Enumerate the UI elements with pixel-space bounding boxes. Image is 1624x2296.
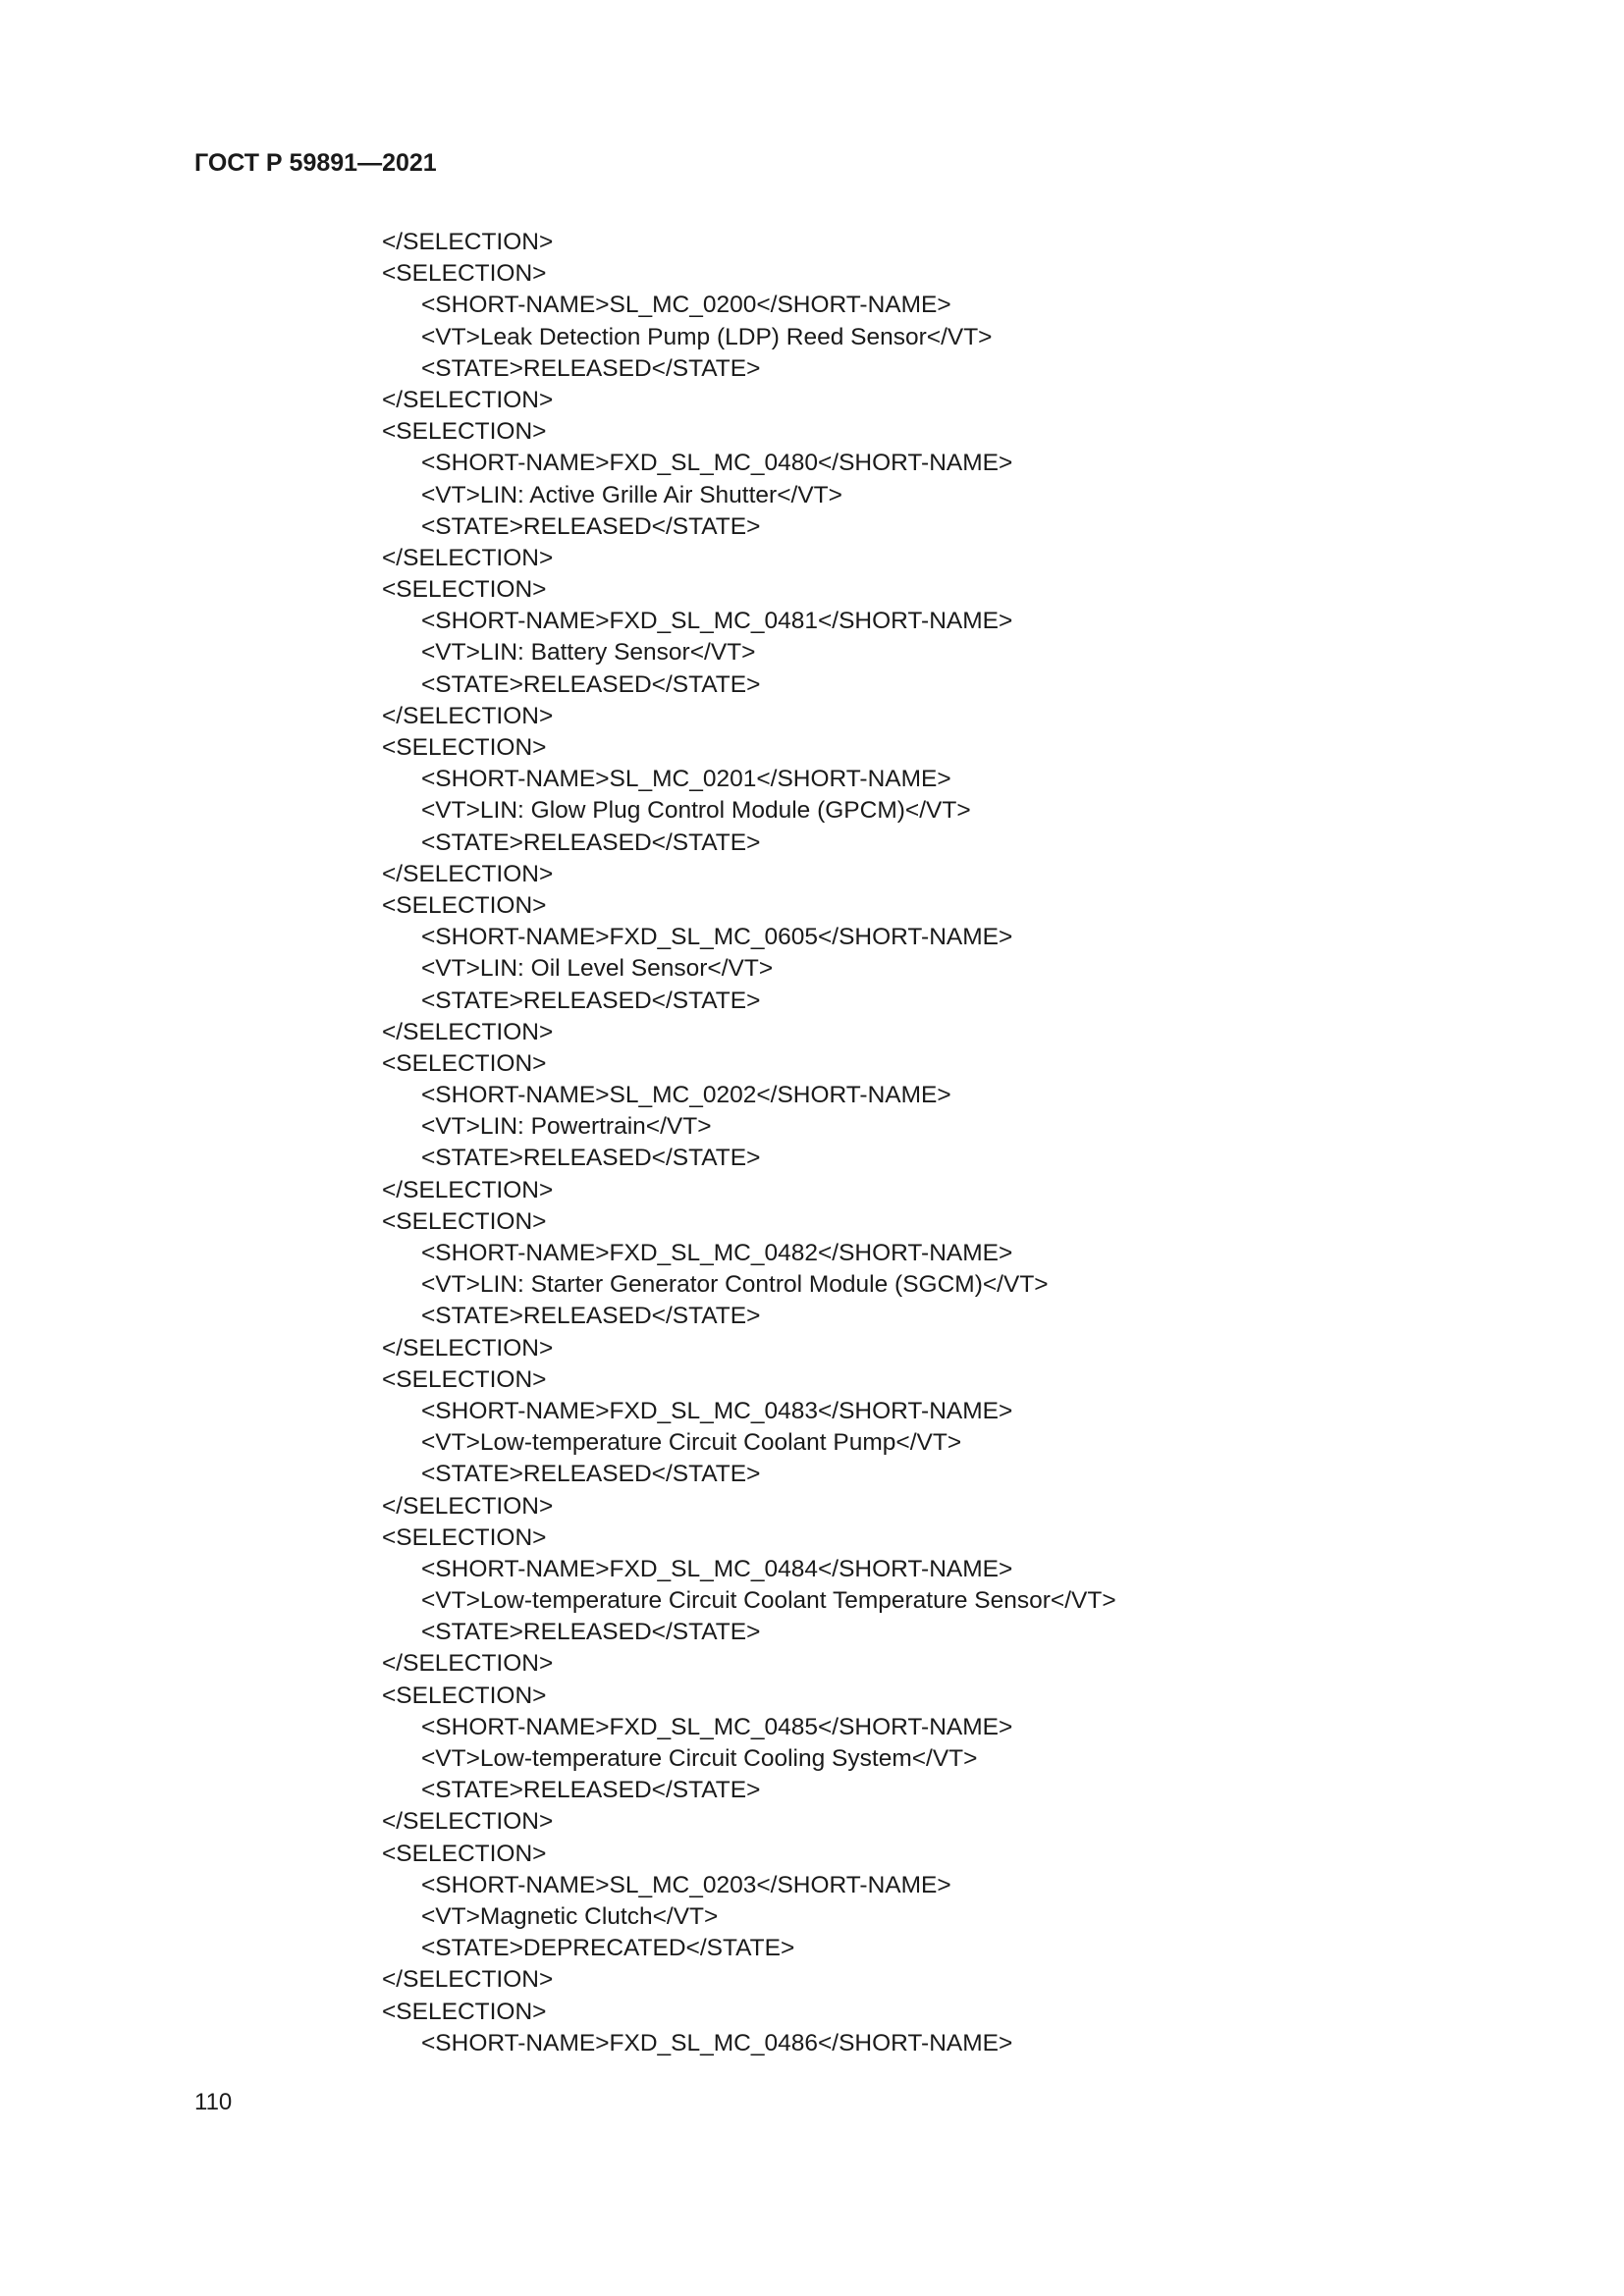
code-line: <STATE>RELEASED</STATE> xyxy=(421,828,761,856)
code-line: <VT>Low-temperature Circuit Coolant Pump</VT> xyxy=(421,1429,962,1457)
code-line: <SHORT-NAME>FXD_SL_MC_0484</SHORT-NAME> xyxy=(421,1555,1013,1582)
code-line: <SHORT-NAME>FXD_SL_MC_0486</SHORT-NAME> xyxy=(421,2029,1013,2056)
code-line: <STATE>RELEASED</STATE> xyxy=(421,1461,761,1488)
code-line: </SELECTION> xyxy=(382,1492,554,1520)
code-line: <VT>LIN: Oil Level Sensor</VT> xyxy=(421,955,774,983)
code-line: <SHORT-NAME>SL_MC_0201</SHORT-NAME> xyxy=(421,766,951,793)
code-line: <SELECTION> xyxy=(382,1365,547,1393)
code-line: <SELECTION> xyxy=(382,1682,547,1709)
code-line: <VT>Low-temperature Circuit Coolant Temperature Sensor</VT> xyxy=(421,1587,1116,1615)
page-number: 110 xyxy=(194,2089,233,2115)
code-line: <STATE>RELEASED</STATE> xyxy=(421,354,761,382)
code-line: <SELECTION> xyxy=(382,260,547,288)
code-line: </SELECTION> xyxy=(382,386,554,413)
code-line: </SELECTION> xyxy=(382,860,554,887)
code-line: <SHORT-NAME>SL_MC_0203</SHORT-NAME> xyxy=(421,1871,951,1898)
code-line: </SELECTION> xyxy=(382,1966,554,1994)
code-line: <STATE>RELEASED</STATE> xyxy=(421,1303,761,1330)
code-line: </SELECTION> xyxy=(382,1808,554,1836)
code-line: <SELECTION> xyxy=(382,734,547,761)
code-line: <SHORT-NAME>SL_MC_0202</SHORT-NAME> xyxy=(421,1082,951,1109)
code-line: </SELECTION> xyxy=(382,544,554,571)
code-line: <VT>Magnetic Clutch</VT> xyxy=(421,1902,719,1930)
code-line: <STATE>RELEASED</STATE> xyxy=(421,1619,761,1646)
code-line: <SHORT-NAME>FXD_SL_MC_0483</SHORT-NAME> xyxy=(421,1397,1013,1424)
code-line: <VT>Leak Detection Pump (LDP) Reed Sensor</VT> xyxy=(421,323,993,350)
code-line: <STATE>RELEASED</STATE> xyxy=(421,670,761,698)
code-line: </SELECTION> xyxy=(382,1176,554,1203)
code-line: <STATE>DEPRECATED</STATE> xyxy=(421,1935,795,1962)
code-line: <SELECTION> xyxy=(382,1840,547,1867)
code-line: <SELECTION> xyxy=(382,1998,547,2025)
code-line: <SELECTION> xyxy=(382,891,547,919)
code-line: <SHORT-NAME>FXD_SL_MC_0485</SHORT-NAME> xyxy=(421,1713,1013,1740)
code-line: </SELECTION> xyxy=(382,1018,554,1045)
code-line: <SHORT-NAME>FXD_SL_MC_0605</SHORT-NAME> xyxy=(421,924,1013,951)
code-line: <SHORT-NAME>FXD_SL_MC_0480</SHORT-NAME> xyxy=(421,450,1013,477)
document-header: ГОСТ Р 59891—2021 xyxy=(194,149,437,177)
code-line: </SELECTION> xyxy=(382,1334,554,1362)
code-line: <VT>LIN: Battery Sensor</VT> xyxy=(421,639,756,667)
code-line: <VT>LIN: Starter Generator Control Module (SGCM)</VT> xyxy=(421,1271,1049,1299)
code-line: <STATE>RELEASED</STATE> xyxy=(421,1145,761,1172)
code-line: <SELECTION> xyxy=(382,576,547,604)
code-line: </SELECTION> xyxy=(382,702,554,729)
code-line: <SELECTION> xyxy=(382,1049,547,1077)
code-line: <VT>Low-temperature Circuit Cooling System</VT> xyxy=(421,1745,978,1772)
code-line: <SHORT-NAME>FXD_SL_MC_0481</SHORT-NAME> xyxy=(421,608,1013,635)
code-line: <VT>LIN: Active Grille Air Shutter</VT> xyxy=(421,481,842,508)
code-line: <STATE>RELEASED</STATE> xyxy=(421,1777,761,1804)
code-line: <STATE>RELEASED</STATE> xyxy=(421,512,761,540)
code-line: <STATE>RELEASED</STATE> xyxy=(421,987,761,1014)
code-line: </SELECTION> xyxy=(382,229,554,255)
code-line: <VT>LIN: Powertrain</VT> xyxy=(421,1113,712,1141)
xml-code-listing xyxy=(382,227,1116,2059)
code-line: <SHORT-NAME>SL_MC_0200</SHORT-NAME> xyxy=(421,292,951,319)
code-line: </SELECTION> xyxy=(382,1650,554,1678)
code-line: <SHORT-NAME>FXD_SL_MC_0482</SHORT-NAME> xyxy=(421,1240,1013,1266)
code-line: <SELECTION> xyxy=(382,418,547,446)
code-line: <SELECTION> xyxy=(382,1207,547,1235)
code-line: <VT>LIN: Glow Plug Control Module (GPCM)</VT> xyxy=(421,797,971,825)
code-line: <SELECTION> xyxy=(382,1523,547,1551)
